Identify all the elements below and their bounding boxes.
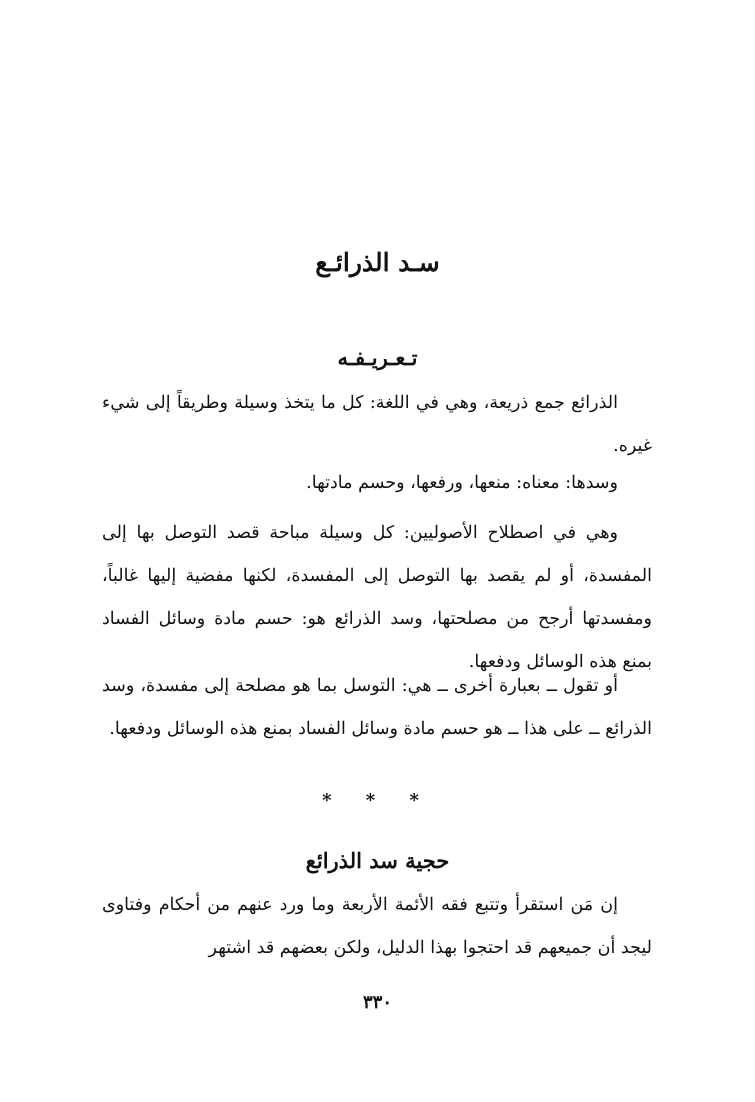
section-separator: * * * [322,790,433,811]
paragraph-text: إن مَن استقرأ وتتبع فقه الأئمة الأربعة وما ورد عنهم من أحكام وفتاوى ليجد أن جميعهم قد احتجوا بهذا الدليل، ولكن بعضهم قد اشتهر [102,895,652,958]
section-heading-definition-text: تـعـريـفـه [337,345,418,370]
paragraph-text: أو تقول ــ بعبارة أخرى ــ هي: التوسل بما هو مصلحة إلى مفسدة، وسد الذرائع ــ على هذا ــ هو حسم مادة وسائل الفساد بمنع هذه الوسائل ودفعها. [102,676,652,739]
paragraph-definition-lexical [102,382,652,468]
paragraph-text: وسدها: معناه: منعها، ورفعها، وحسم مادتها. [306,473,618,493]
section-heading-authority-text: حجية سد الذرائع [305,848,450,873]
paragraph-definition-alternative [102,665,652,751]
paragraph-definition-blocking [102,462,652,505]
paragraph-authority [102,884,652,970]
paragraph-text: الذرائع جمع ذريعة، وهي في اللغة: كل ما يتخذ وسيلة وطريقاً إلى شيء غيره. [102,393,652,456]
page-number: ٣٣٠ [362,992,392,1013]
paragraph-text: وهي في اصطلاح الأصوليين: كل وسيلة مباحة قصد التوصل بها إلى المفسدة، أو لم يقصد بها التوصل إلى المفسدة، لكنها مفضية إليها غالباً، ومفسدتها أرجح من مصلحتها، وسد الذرائع هو: حسم مادة وسائل الفساد بمنع هذه الوسائل ودفعها. [102,523,652,672]
section-heading-definition [0,345,755,370]
chapter-title: سـد الذرائـع [315,248,440,277]
paragraph-definition-technical [102,512,652,684]
section-heading-authority [0,848,755,873]
